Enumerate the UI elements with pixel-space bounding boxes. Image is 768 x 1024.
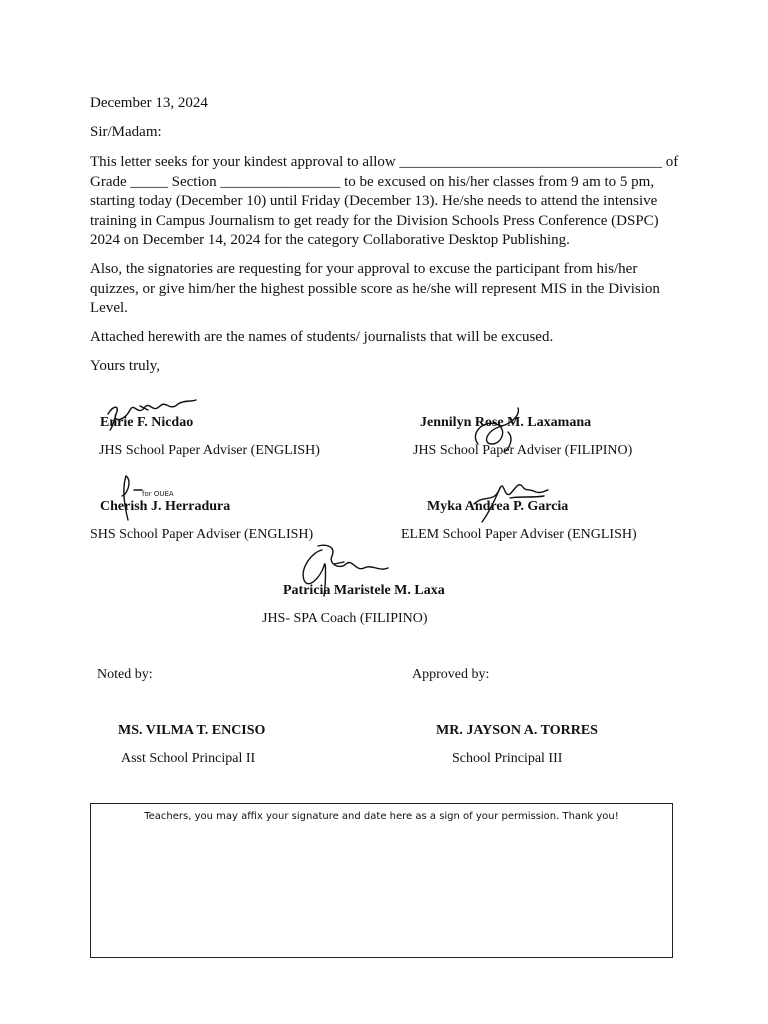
noted-label: Noted by: [97,667,153,682]
closing: Yours truly, [90,358,161,374]
signatory-name: Myka Andrea P. Garcia [427,499,569,514]
signatory-role: SHS School Paper Adviser (ENGLISH) [90,527,314,542]
permission-signature-box[interactable] [90,803,673,958]
paragraph-attached: Attached herewith are the names of students/ journalists that will be excused. [90,329,554,345]
signatory-role: JHS School Paper Adviser (ENGLISH) [99,443,320,458]
signatory-name: Patricia Maristele M. Laxa [283,583,445,598]
letter-date: December 13, 2024 [90,95,208,111]
paragraph-quizzes: Also, the signatories are requesting for your approval to excuse the participant from his/her quizzes, or give him/her the highest possible score as he/she will represent MIS in the Division Level. [90,261,660,316]
permission-instruction: Teachers, you may affix your signature and date here as a sign of your permission. Thank you! [144,811,619,822]
noted-name: MS. VILMA T. ENCISO [118,723,266,738]
signatory-role: JHS School Paper Adviser (FILIPINO) [413,443,633,458]
signatory-role: JHS- SPA Coach (FILIPINO) [262,611,428,626]
paragraph-request: This letter seeks for your kindest approval to allow ___________________________________ of Grade _____ Section ________________ to be excused on his/her classes from 9 am to 5 pm, starting today (December 10) until Friday (December 13). He/she needs to attend the intensive training in Campus Journalism to get ready for the Division Schools Press Conference (DSPC) 2024 on December 14, 2024 for the category Collaborative Desktop Publishing. [90,154,679,248]
approved-name: MR. JAYSON A. TORRES [436,723,598,738]
noted-role: Asst School Principal II [121,751,256,766]
signatory-role: ELEM School Paper Adviser (ENGLISH) [401,527,637,542]
signatory-name: Enrie F. Nicdao [100,415,194,430]
salutation: Sir/Madam: [90,124,162,140]
approved-role: School Principal III [452,751,563,766]
signature-herradura [112,472,182,524]
approved-label: Approved by: [412,667,490,682]
signatory-name: Cherish J. Herradura [100,499,231,514]
signature-scribble-text: for OUEA [142,490,174,498]
signatory-name: Jennilyn Rose M. Laxamana [420,415,592,430]
